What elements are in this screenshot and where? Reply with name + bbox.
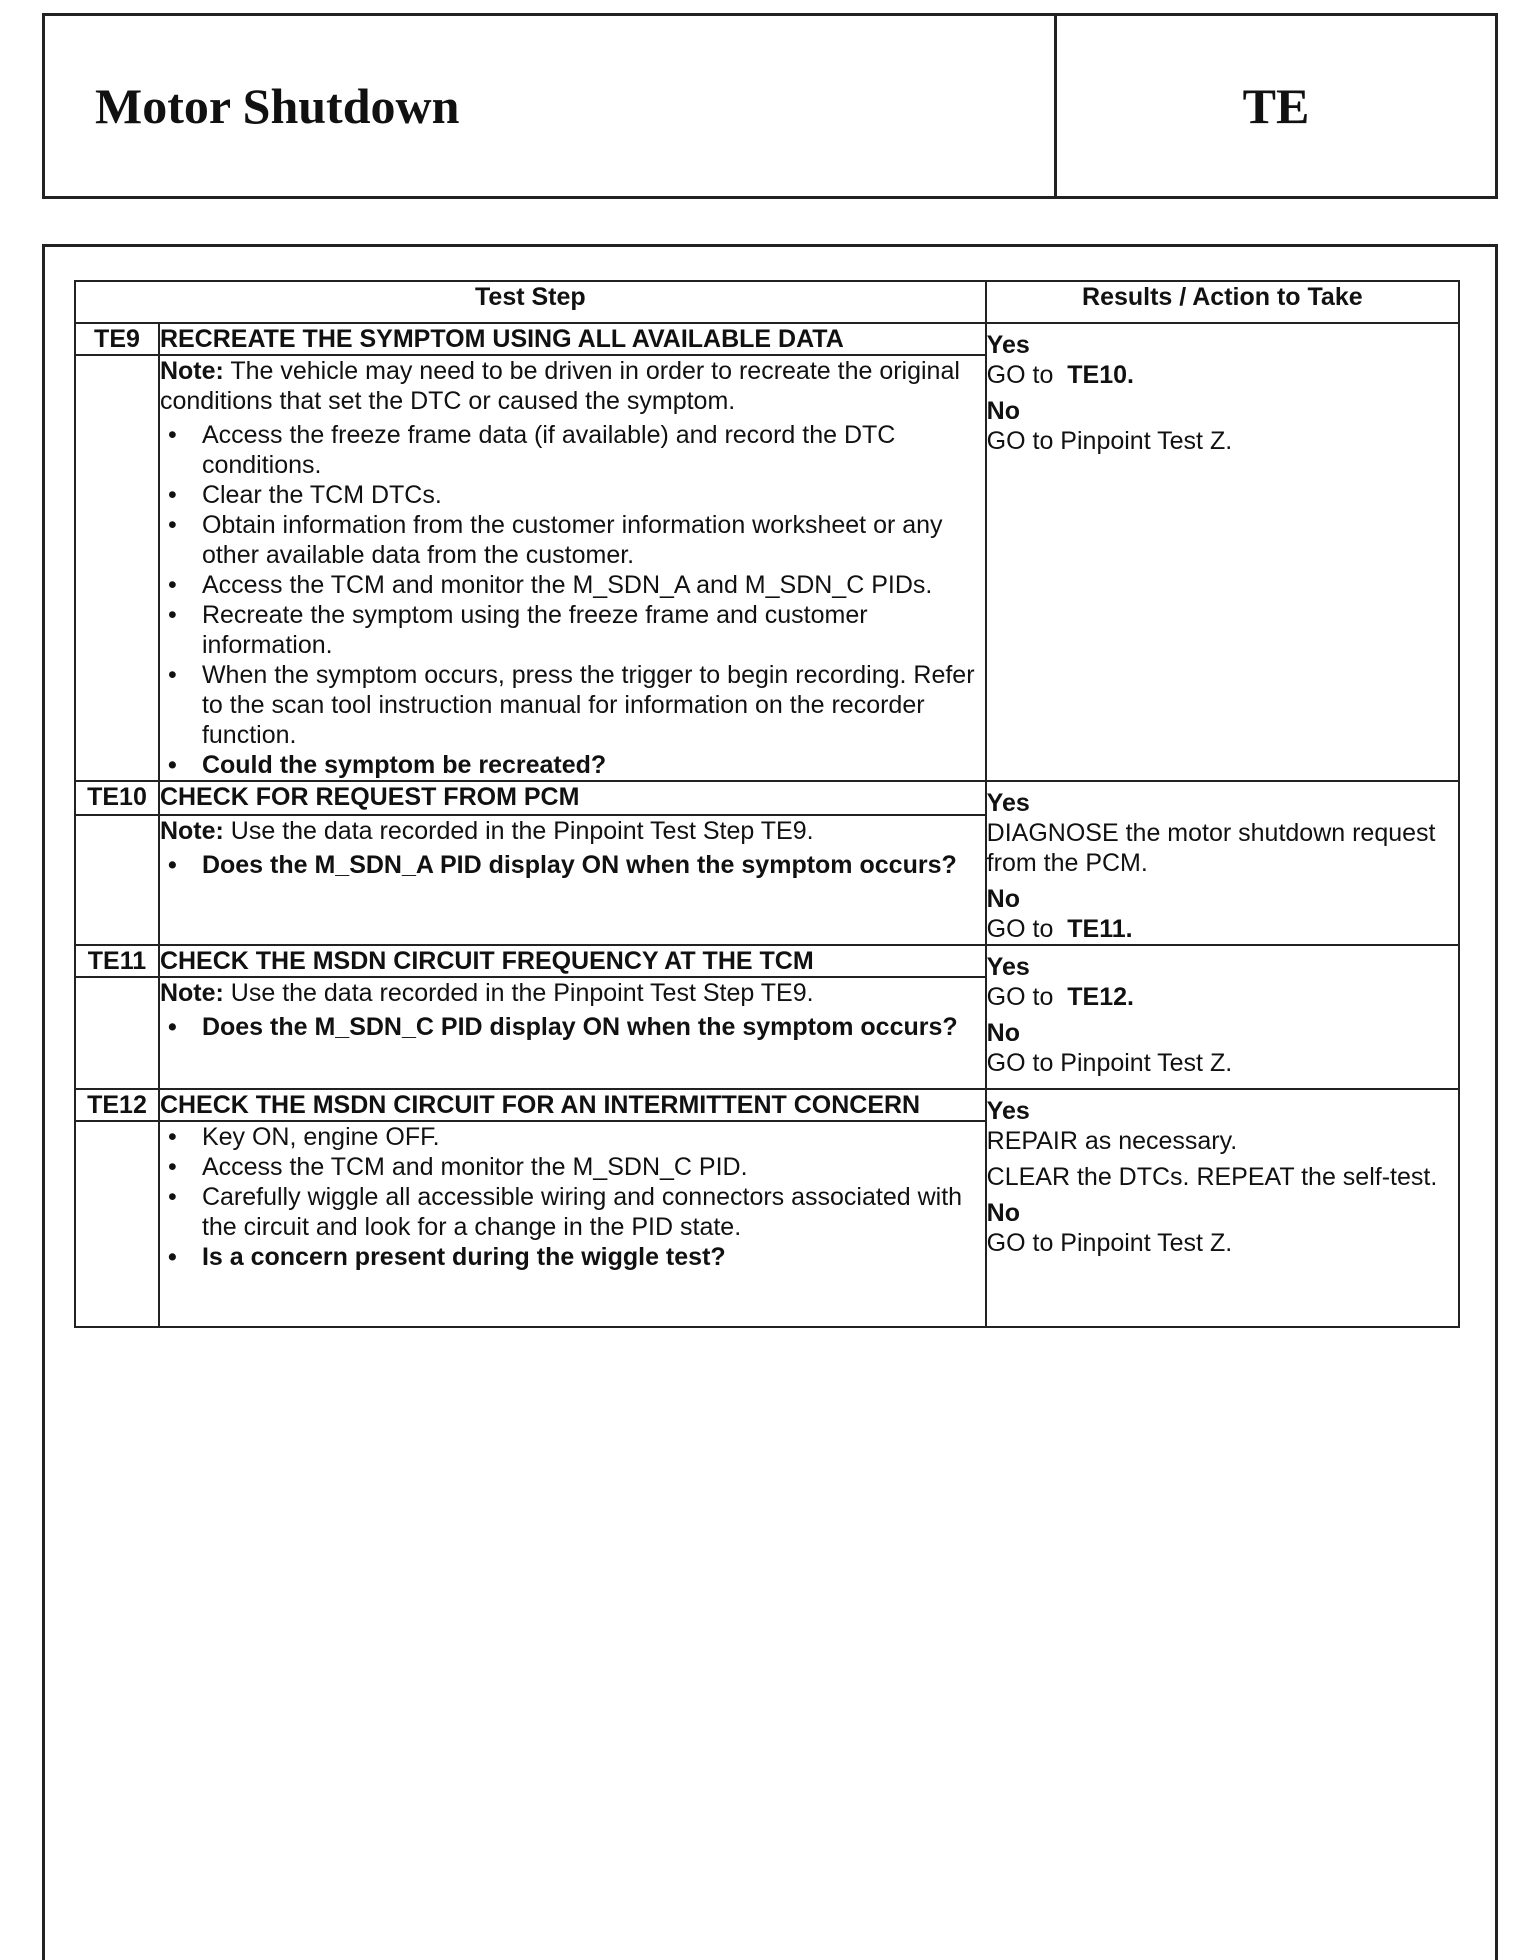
step-note: Note: Use the data recorded in the Pinpoint Test Step TE9. xyxy=(159,979,814,1007)
test-steps-table xyxy=(74,280,1460,1328)
step-bullets xyxy=(160,1122,985,1272)
yes-action: GO to TE10. xyxy=(986,361,1134,389)
column-header-test-step: Test Step xyxy=(75,281,986,323)
step-link: TE11. xyxy=(1067,915,1133,943)
step-question: • Could the symptom be recreated? xyxy=(160,750,985,780)
no-action: GO to Pinpoint Test Z. xyxy=(986,427,1233,455)
step-bullets xyxy=(160,420,985,780)
step-question: • Does the M_SDN_A PID display ON when the symptom occurs? xyxy=(160,850,985,880)
list-item: • Recreate the symptom using the freeze frame and customer information. xyxy=(160,600,985,660)
step-id: TE9 xyxy=(75,323,159,355)
no-label: No xyxy=(986,885,1020,913)
step-note: Note: Use the data recorded in the Pinpoint Test Step TE9. xyxy=(159,817,814,845)
yes-action: REPAIR as necessary. xyxy=(986,1127,1238,1155)
step-id: TE12 xyxy=(75,1089,159,1121)
step-id: TE11 xyxy=(75,945,159,977)
list-item: • Key ON, engine OFF. xyxy=(160,1122,985,1152)
yes-label: Yes xyxy=(986,953,1030,981)
step-body xyxy=(159,815,986,945)
step-question: • Does the M_SDN_C PID display ON when the symptom occurs? xyxy=(160,1012,985,1042)
step-bullets xyxy=(160,850,985,880)
header-box xyxy=(42,13,1498,199)
step-id: TE10 xyxy=(75,781,159,815)
step-body xyxy=(159,1121,986,1327)
yes-action: GO to TE12. xyxy=(986,983,1134,1011)
step-link: TE12. xyxy=(1067,983,1134,1011)
section-code: TE xyxy=(1242,78,1310,134)
no-label: No xyxy=(986,1019,1020,1047)
no-action: GO to TE11. xyxy=(986,915,1133,943)
list-item: • Access the TCM and monitor the M_SDN_A and M_SDN_C PIDs. xyxy=(160,570,985,600)
yes-action: DIAGNOSE the motor shutdown request from the PCM. xyxy=(986,819,1436,877)
step-link: TE10. xyxy=(1067,361,1134,389)
step-title-row xyxy=(75,323,1459,355)
list-item: • Clear the TCM DTCs. xyxy=(160,480,985,510)
step-title-row xyxy=(75,945,1459,977)
list-item: • Access the freeze frame data (if available) and record the DTC conditions. xyxy=(160,420,985,480)
page-title: Motor Shutdown xyxy=(45,16,1057,196)
table-header-row xyxy=(75,281,1459,323)
column-header-results: Results / Action to Take xyxy=(986,281,1459,323)
step-results xyxy=(986,781,1459,945)
step-results xyxy=(986,945,1459,1089)
step-title: CHECK THE MSDN CIRCUIT FREQUENCY AT THE TCM xyxy=(159,945,986,977)
yes-action-extra: CLEAR the DTCs. REPEAT the self-test. xyxy=(986,1163,1438,1191)
yes-label: Yes xyxy=(986,789,1030,817)
list-item: • Obtain information from the customer information worksheet or any other available data from the customer. xyxy=(160,510,985,570)
step-body xyxy=(159,977,986,1089)
yes-label: Yes xyxy=(986,1097,1030,1125)
step-results xyxy=(986,323,1459,781)
no-action: GO to Pinpoint Test Z. xyxy=(986,1229,1233,1257)
step-results xyxy=(986,1089,1459,1327)
step-title-row xyxy=(75,1089,1459,1121)
list-item: • When the symptom occurs, press the trigger to begin recording. Refer to the scan tool instruction manual for information on the recorder function. xyxy=(160,660,985,750)
no-label: No xyxy=(986,1199,1020,1227)
step-title: CHECK THE MSDN CIRCUIT FOR AN INTERMITTENT CONCERN xyxy=(159,1089,986,1121)
yes-label: Yes xyxy=(986,331,1030,359)
step-body xyxy=(159,355,986,781)
step-question: • Is a concern present during the wiggle test? xyxy=(160,1242,985,1272)
step-note: Note: The vehicle may need to be driven in order to recreate the original conditions that set the DTC or caused the symptom. xyxy=(159,357,960,415)
list-item: • Access the TCM and monitor the M_SDN_C PID. xyxy=(160,1152,985,1182)
step-title: RECREATE THE SYMPTOM USING ALL AVAILABLE DATA xyxy=(159,323,986,355)
no-action: GO to Pinpoint Test Z. xyxy=(986,1049,1233,1077)
step-bullets xyxy=(160,1012,985,1042)
step-title: CHECK FOR REQUEST FROM PCM xyxy=(159,781,986,815)
no-label: No xyxy=(986,397,1020,425)
step-title-row xyxy=(75,781,1459,815)
list-item: • Carefully wiggle all accessible wiring and connectors associated with the circuit and look for a change in the PID state. xyxy=(160,1182,985,1242)
